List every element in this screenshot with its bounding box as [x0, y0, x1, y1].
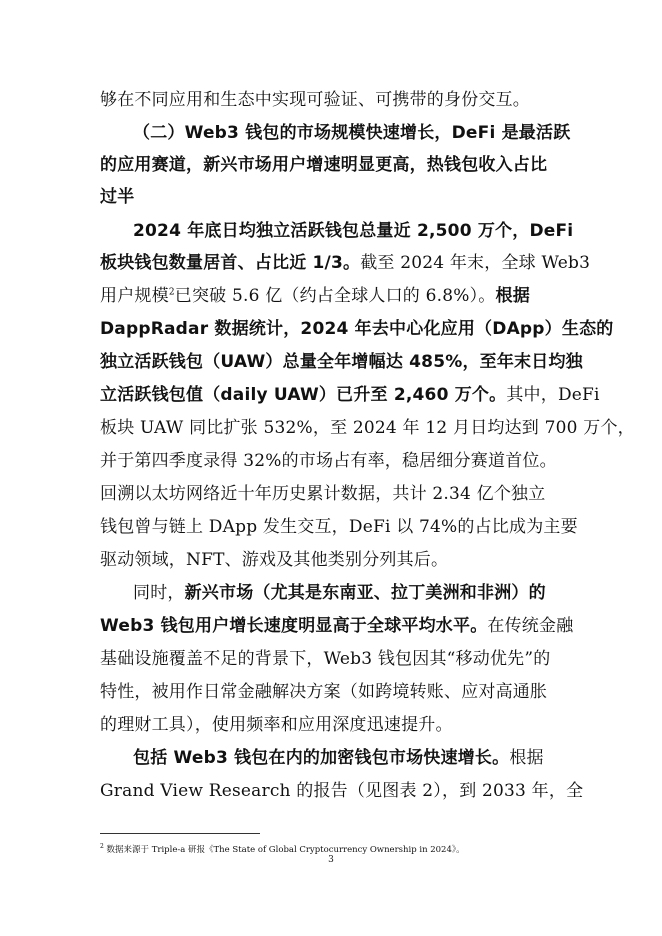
bold-text: 包括 Web3 钱包在内的加密钱包市场快速增长。 — [133, 748, 510, 768]
body-line — [133, 582, 546, 604]
bold-text: 板块钱包数量居首、占比近 1/3。 — [100, 253, 361, 273]
footnote-mark: 2 — [100, 843, 104, 850]
page-number: 3 — [328, 855, 334, 865]
body-line — [133, 747, 544, 769]
section-heading: 的应用赛道，新兴市场用户增速明显更高，热钱包收入占比 — [100, 155, 548, 175]
footnote-ref[interactable]: 2 — [168, 287, 175, 298]
body-line: 板块 UAW 同比扩张 532%，至 2024 年 12 月日均达到 700 万个， — [100, 418, 635, 438]
body-line: Grand View Research 的报告（见图表 2），到 2033 年，全 — [100, 781, 584, 801]
body-line: 基础设施覆盖不足的背景下，Web3 钱包因其“移动优先”的 — [100, 649, 551, 669]
body-line: 的理财工具），使用频率和应用深度迅速提升。 — [100, 715, 453, 735]
bold-text: Web3 钱包用户增长速度明显高于全球平均水平。 — [100, 616, 488, 636]
footnote-divider — [100, 833, 260, 834]
footnote-text: 数据来源于 Triple-a 研报《The State of Global Cryptocurrency Ownership in 2024》。 — [106, 844, 465, 855]
body-line: 特性，被用作日常金融解决方案（如跨境转账、应对高通胀 — [100, 682, 548, 702]
section-heading: 过半 — [100, 187, 135, 207]
body-line: 够在不同应用和生态中实现可验证、可携带的身份交互。 — [100, 90, 530, 110]
body-line — [100, 615, 573, 637]
footnote — [100, 841, 465, 856]
bold-line: 独立活跃钱包（UAW）总量全年增幅达 485%，至年末日均独 — [100, 352, 583, 372]
plain-text: 用户规模 — [100, 286, 169, 306]
plain-text: 已突破 5.6 亿（约占全球人口的 6.8%）。 — [174, 286, 496, 306]
section-heading: （二）Web3 钱包的市场规模快速增长，DeFi 是最活跃 — [133, 123, 571, 143]
body-line: 回溯以太坊网络近十年历史累计数据，共计 2.34 亿个独立 — [100, 484, 546, 504]
body-line: 钱包曾与链上 DApp 发生交互，DeFi 以 74%的占比成为主要 — [100, 517, 578, 537]
plain-text: 截至 2024 年末，全球 Web3 — [360, 253, 591, 273]
plain-text: 在传统金融 — [487, 616, 574, 636]
body-line — [100, 252, 590, 274]
bold-line: DappRadar 数据统计，2024 年去中心化应用（DApp）生态的 — [100, 319, 614, 339]
body-line — [100, 285, 530, 307]
plain-text: 同时， — [133, 583, 185, 603]
bold-text: 立活跃钱包值（daily UAW）已升至 2,460 万个。 — [100, 385, 507, 405]
bold-line: 2024 年底日均独立活跃钱包总量近 2,500 万个，DeFi — [133, 221, 574, 241]
body-line: 驱动领域，NFT、游戏及其他类别分列其后。 — [100, 550, 449, 570]
bold-text: 根据 — [495, 286, 530, 306]
body-line: 并于第四季度录得 32%的市场占有率，稳居细分赛道首位。 — [100, 451, 557, 471]
bold-text: 新兴市场（尤其是东南亚、拉丁美洲和非洲）的 — [184, 583, 546, 603]
plain-text: 其中，DeFi — [506, 385, 600, 405]
body-line — [100, 384, 600, 406]
plain-text: 根据 — [509, 748, 544, 768]
